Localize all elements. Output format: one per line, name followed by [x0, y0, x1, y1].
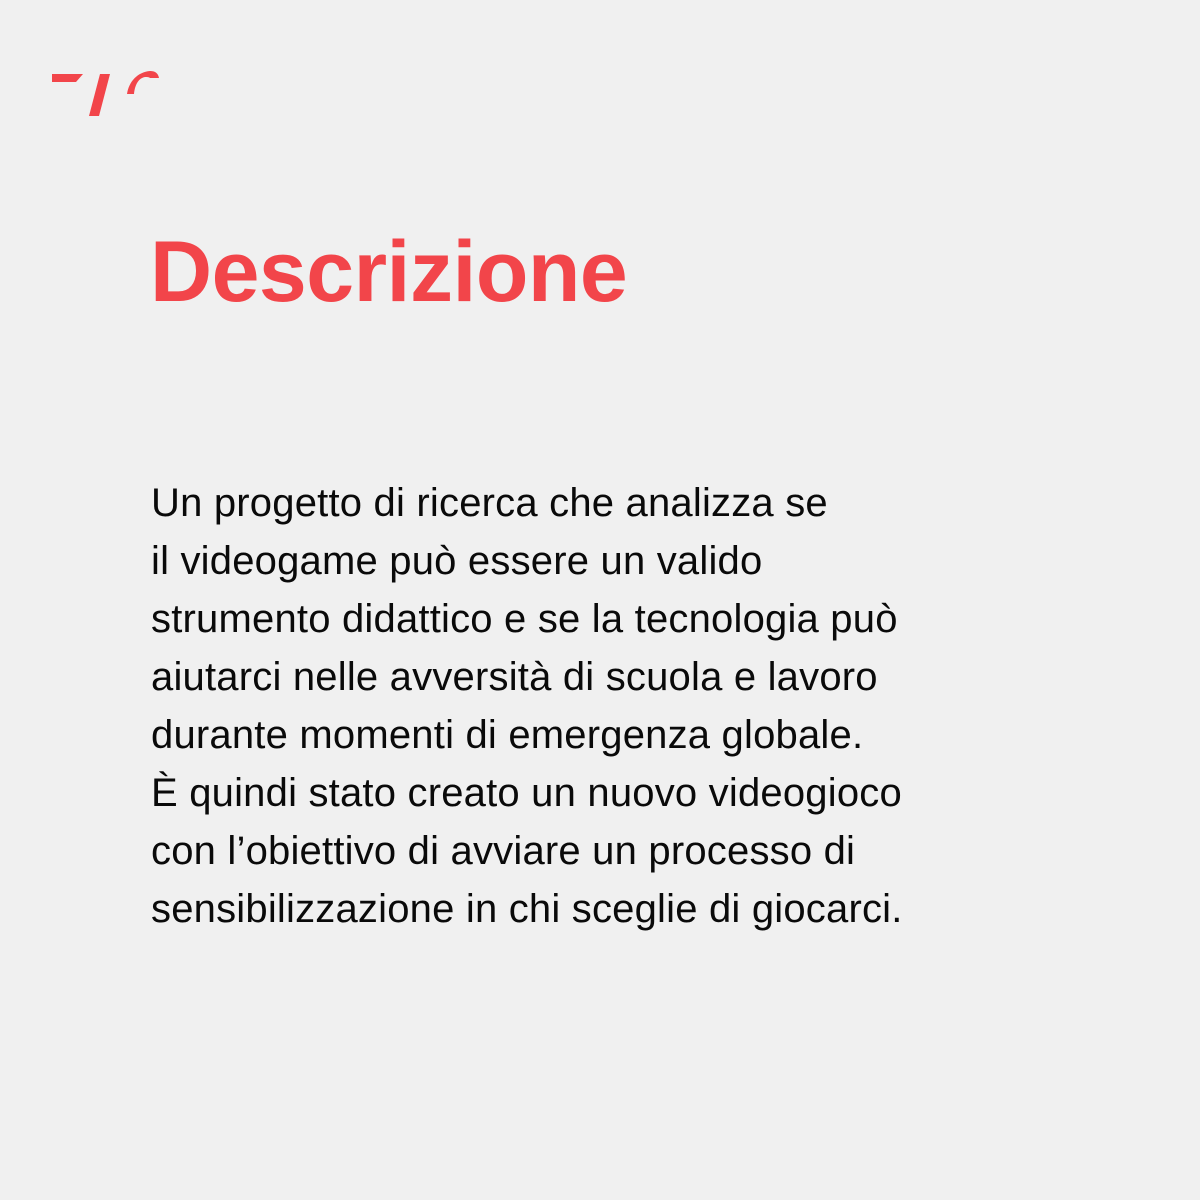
description-line: il videogame può essere un valido [151, 539, 763, 583]
description-line: È quindi stato creato un nuovo videogioco [151, 771, 902, 815]
description-line: strumento didattico e se la tecnologia può [151, 597, 898, 641]
description-text [151, 474, 1151, 938]
description-line: sensibilizzazione in chi sceglie di giocarci. [151, 887, 903, 931]
description-line: aiutarci nelle avversità di scuola e lavoro [151, 655, 878, 699]
description-line: Un progetto di ricerca che analizza se [151, 481, 828, 525]
brand-logo-icon [50, 66, 162, 122]
page-title: Descrizione [150, 224, 628, 320]
description-line: con l’obiettivo di avviare un processo di [151, 829, 856, 873]
description-line: durante momenti di emergenza globale. [151, 713, 864, 757]
